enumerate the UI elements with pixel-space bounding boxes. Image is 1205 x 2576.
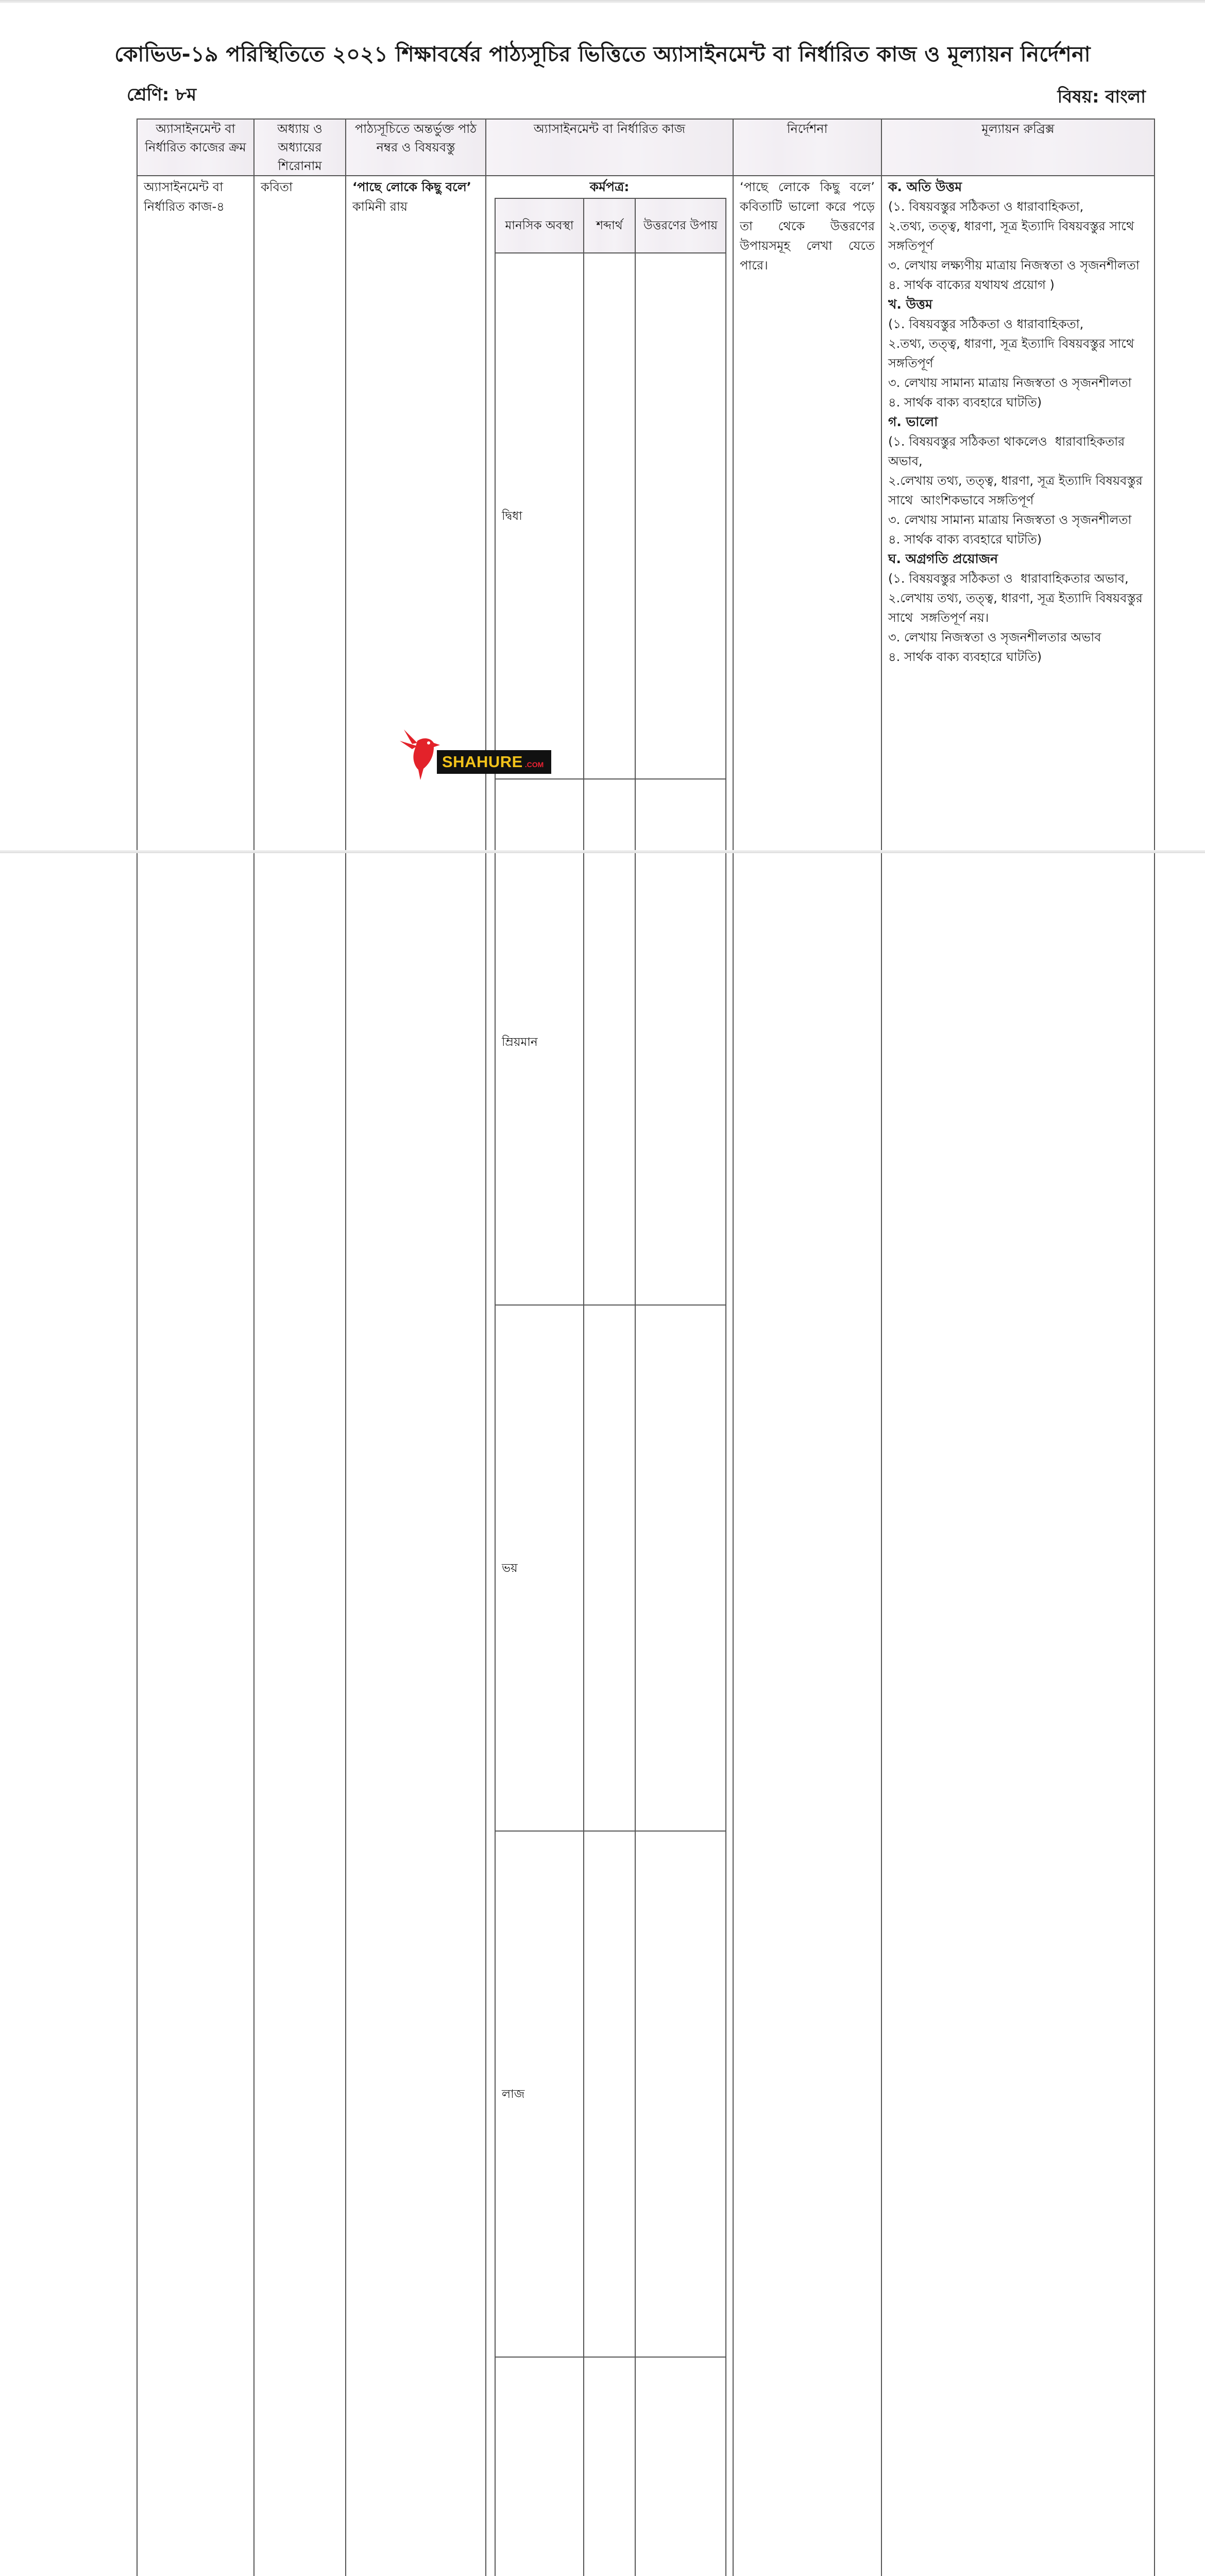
- site-logo[interactable]: [397, 725, 551, 782]
- rubric-line: ৩. লেখায় লক্ষ্যণীয় মাত্রায় নিজস্বতা ও সৃজনশীলতা: [888, 258, 1140, 273]
- rubric-heading: ঘ. অগ্রগতি প্রয়োজন: [888, 551, 998, 566]
- rubric-line: ৩. লেখায় সামান্য মাত্রায় নিজস্বতা ও সৃজনশীলতা: [888, 513, 1132, 527]
- worksheet-row: [495, 779, 726, 1305]
- rubric-line: ৩. লেখায় সামান্য মাত্রায় নিজস্বতা ও সৃজনশীলতা: [888, 376, 1132, 390]
- header-rubric: মূল্যায়ন রুব্রিক্স: [881, 119, 1155, 176]
- worksheet-meaning-cell: [584, 1305, 635, 1831]
- cell-assignment-no: অ্যাসাইনমেন্ট বা নির্ধারিত কাজ-৪: [137, 176, 254, 2576]
- rubric-section: [888, 412, 1148, 549]
- cell-task: [486, 176, 733, 2576]
- worksheet-header-mental-state: মানসিক অবস্থা: [495, 198, 584, 253]
- worksheet-header-meaning: শব্দার্থ: [584, 198, 635, 253]
- bottom-edge-rule: [0, 850, 1205, 853]
- rubric-line: ৪. সার্থক বাক্য ব্যবহারে ঘাটতি): [888, 650, 1042, 664]
- logo-suffix: .COM: [524, 760, 544, 769]
- top-edge-rule: [0, 0, 1205, 3]
- worksheet-remedy-cell: [635, 1831, 726, 2357]
- rubric-line: ৩. লেখায় নিজস্বতা ও সৃজনশীলতার অভাব: [888, 630, 1101, 645]
- worksheet-remedy-cell: [635, 1305, 726, 1831]
- worksheet-remedy-cell: [635, 2357, 726, 2576]
- rubric-heading: ক. অতি উত্তম: [888, 179, 962, 194]
- rubric-line: (১. বিষয়বস্তুর সঠিকতা থাকলেও ধারাবাহিকতার অভাব,: [888, 434, 1129, 468]
- header-chapter: অধ্যায় ও অধ্যায়ের শিরোনাম: [254, 119, 346, 176]
- worksheet-header-row: [495, 198, 726, 253]
- rubric-section: [888, 549, 1148, 667]
- worksheet-state: লাজ: [495, 1831, 584, 2357]
- rubric-line: (১. বিষয়বস্তুর সঠিকতা ও ধারাবাহিকতা,: [888, 199, 1084, 214]
- rubric-line: ২.তথ্য, তত্ত্ব, ধারণা, সূত্র ইত্যাদি বিষয়বস্তুর সাথে সঙ্গতিপূর্ণ: [888, 336, 1139, 370]
- worksheet-row: [495, 2357, 726, 2576]
- header-assignment-no: অ্যাসাইনমেন্ট বা নির্ধারিত কাজের ক্রম: [137, 119, 254, 176]
- table-header-row: [137, 119, 1155, 176]
- rubric-heading: গ. ভালো: [888, 414, 938, 429]
- worksheet-state: ভয়: [495, 1305, 584, 1831]
- rubric-line: ২.লেখায় তথ্য, তত্ত্ব, ধারণা, সূত্র ইত্যাদি বিষয়বস্তুর সাথে আংশিকভাবে সঙ্গতিপূর্ণ: [888, 473, 1147, 507]
- worksheet-table: [495, 198, 726, 2576]
- assignment-table: [137, 118, 1155, 2576]
- worksheet-remedy-cell: [635, 253, 726, 779]
- worksheet-meaning-cell: [584, 1831, 635, 2357]
- logo-banner: [437, 750, 551, 774]
- class-label: শ্রেণি: ৮ম: [127, 84, 197, 105]
- header-task: অ্যাসাইনমেন্ট বা নির্ধারিত কাজ: [486, 119, 733, 176]
- worksheet-meaning-cell: [584, 253, 635, 779]
- rubric-section: [888, 177, 1148, 295]
- worksheet-row: [495, 1305, 726, 1831]
- header-instruction: নির্দেশনা: [733, 119, 881, 176]
- lesson-title: ‘পাছে লোকে কিছু বলে’: [352, 180, 471, 194]
- worksheet-header-remedy: উত্তরণের উপায়: [635, 198, 726, 253]
- subject-label: বিষয়: বাংলা: [1057, 87, 1146, 107]
- cell-rubric: [881, 176, 1155, 2576]
- worksheet-meaning-cell: [584, 779, 635, 1305]
- worksheet-state: ম্রিয়মান: [495, 779, 584, 1305]
- worksheet-state: [495, 2357, 584, 2576]
- lesson-author: কামিনী রায়: [352, 199, 408, 214]
- rubric-line: ৪. সার্থক বাক্য ব্যবহারে ঘাটতি): [888, 395, 1042, 410]
- worksheet-state: দ্বিধা: [495, 253, 584, 779]
- rubric-heading: খ. উত্তম: [888, 297, 932, 312]
- rubric-line: ২.লেখায় তথ্য, তত্ত্ব, ধারণা, সূত্র ইত্যাদি বিষয়বস্তুর সাথে সঙ্গতিপূর্ণ নয়।: [888, 591, 1147, 625]
- logo-text: SHAHURE: [442, 753, 523, 771]
- rubric-line: ৪. সার্থক বাক্য ব্যবহারে ঘাটতি): [888, 532, 1042, 547]
- worksheet-meaning-cell: [584, 2357, 635, 2576]
- rubric-line: (১. বিষয়বস্তুর সঠিকতা ও ধারাবাহিকতা,: [888, 317, 1084, 331]
- cell-lesson: [346, 176, 486, 2576]
- document-title: কোভিড-১৯ পরিস্থিতিতে ২০২১ শিক্ষাবর্ষের পাঠ্যসূচির ভিত্তিতে অ্যাসাইনমেন্ট বা নির্ধারিত কাজ ও মূল্যায়ন নির্দেশনা: [114, 42, 1091, 66]
- rubric-line: ৪. সার্থক বাক্যের যথাযথ প্রয়োগ ): [888, 278, 1055, 292]
- table-row: [137, 176, 1155, 2576]
- worksheet-remedy-cell: [635, 779, 726, 1305]
- worksheet-row: [495, 253, 726, 779]
- header-lesson: পাঠ্যসূচিতে অন্তর্ভুক্ত পাঠ নম্বর ও বিষয়বস্তু: [346, 119, 486, 176]
- rubric-line: (১. বিষয়বস্তুর সঠিকতা ও ধারাবাহিকতার অভাব,: [888, 571, 1129, 586]
- rubric-section: [888, 295, 1148, 412]
- rubric-line: ২.তথ্য, তত্ত্ব, ধারণা, সূত্র ইত্যাদি বিষয়বস্তুর সাথে সঙ্গতিপূর্ণ: [888, 219, 1139, 253]
- cell-instruction: ‘পাছে লোকে কিছু বলে’ কবিতাটি ভালো করে পড়ে তা থেকে উত্তরণের উপায়সমূহ লেখা যেতে পারে।: [733, 176, 881, 2576]
- worksheet-title: কর্মপত্র:: [589, 179, 630, 194]
- worksheet-row: [495, 1831, 726, 2357]
- cell-chapter: কবিতা: [254, 176, 346, 2576]
